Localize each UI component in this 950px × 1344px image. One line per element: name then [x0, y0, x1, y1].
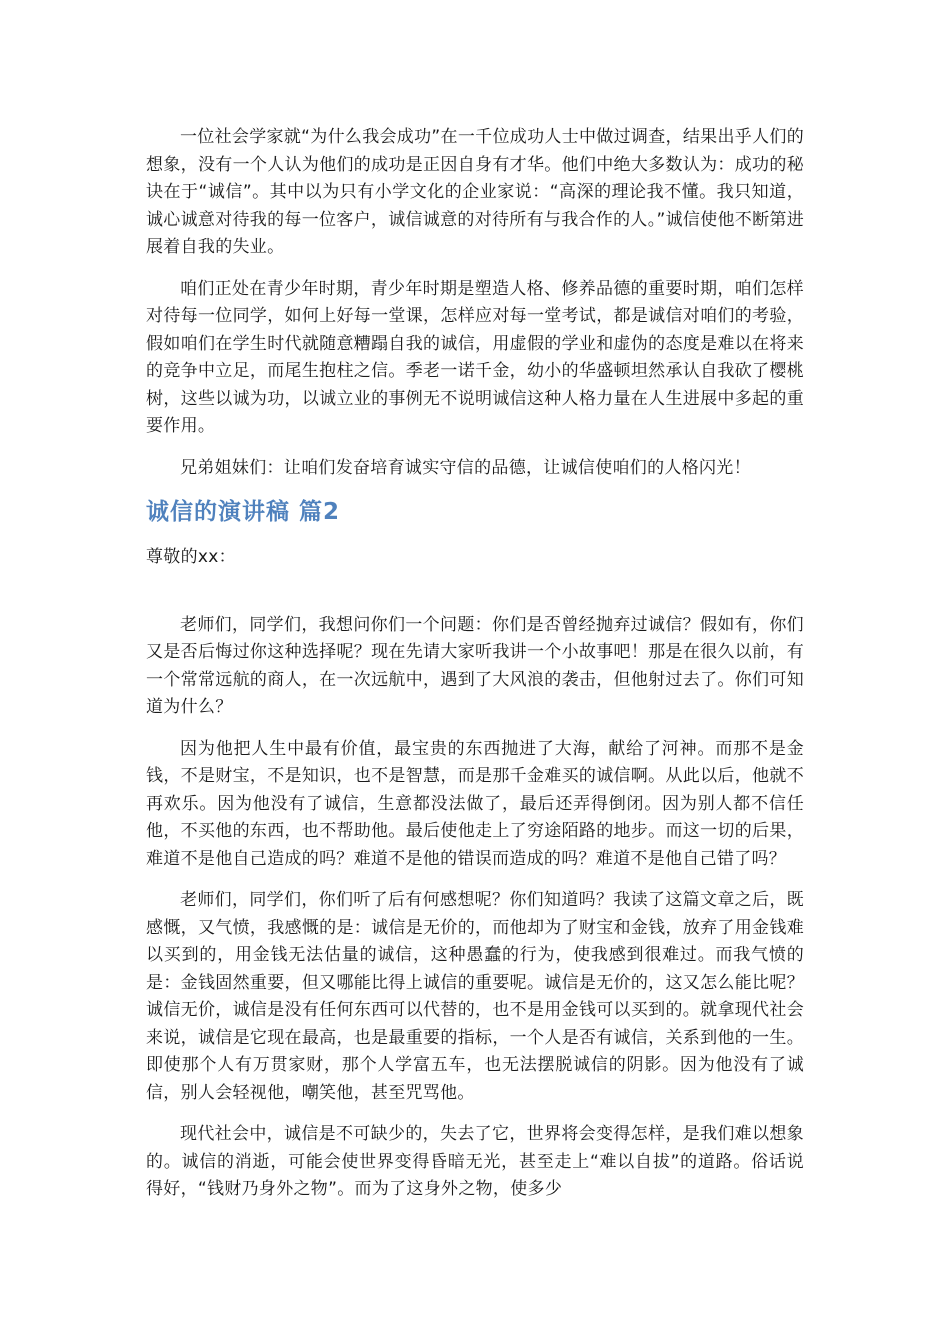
intro-paragraph-2: 咱们正处在青少年时期，青少年时期是塑造人格、修养品德的重要时期，咱们怎样对待每一位同学，如何上好每一堂课，怎样应对每一堂考试，都是诚信对咱们的考验，假如咱们在学生时代就随意糟蹋自我的诚信，用虚假的学业和虚伪的态度是难以在将来的竞争中立足，而尾生抱柱之信。季老一诺千金，幼小的华盛顿坦然承认自我砍了樱桃树，这些以诚为功，以诚立业的事例无不说明诚信这种人格力量在人生进展中多起的重要作用。 [146, 278, 804, 436]
salutation: 尊敬的xx： [146, 547, 236, 567]
body-paragraph-2: 因为他把人生中最有价值，最宝贵的东西抛进了大海，献给了河神。而那不是金钱，不是财宝，不是知识，也不是智慧，而是那千金难买的诚信啊。从此以后，他就不再欢乐。因为他没有了诚信，生意都没法做了，最后还弄得倒闭。因为别人都不信任他，不买他的东西，也不帮助他。最后使他走上了穷途陌路的地步。而这一切的后果，难道不是他自己造成的吗？难道不是他的错误而造成的吗？难道不是他自己错了吗？ [146, 738, 804, 869]
body-paragraph-4: 现代社会中，诚信是不可缺少的，失去了它，世界将会变得怎样，是我们难以想象的。诚信的消逝，可能会使世界变得昏暗无光，甚至走上“难以自拔”的道路。俗话说得好，“钱财乃身外之物”。而为了这身外之物，使多少 [146, 1124, 804, 1199]
body-paragraph-3: 老师们，同学们，你们听了后有何感想呢？你们知道吗？我读了这篇文章之后，既感慨，又气愤，我感慨的是：诚信是无价的，而他却为了财宝和金钱，放弃了用金钱难以买到的，用金钱无法估量的诚信，这种愚蠢的行为，使我感到很难过。而我气愤的是：金钱固然重要，但又哪能比得上诚信的重要呢。诚信是无价的，这又怎么能比呢？诚信无价，诚信是没有任何东西可以代替的，也不是用金钱可以买到的。就拿现代社会来说，诚信是它现在最高，也是最重要的指标，一个人是否有诚信，关系到他的一生。即使那个人有万贯家财，那个人学富五车，也无法摆脱诚信的阴影。因为他没有了诚信，别人会轻视他，嘲笑他，甚至咒骂他。 [146, 890, 804, 1103]
document-page [146, 124, 804, 1218]
body-paragraph-1: 老师们，同学们，我想问你们一个问题：你们是否曾经抛弃过诚信？假如有，你们又是否后悔过你这种选择呢？现在先请大家听我讲一个小故事吧！那是在很久以前，有一个常常远航的商人，在一次远航中，遇到了大风浪的袭击，但他射过去了。你们可知道为什么？ [146, 614, 804, 717]
section-heading: 诚信的演讲稿 篇2 [146, 499, 341, 525]
intro-paragraph-1: 一位社会学家就“为什么我会成功”在一千位成功人士中做过调查，结果出乎人们的想象，没有一个人认为他们的成功是正因自身有才华。他们中绝大多数认为：成功的秘诀在于“诚信”。其中以为只有小学文化的企业家说：“高深的理论我不懂。我只知道，诚心诚意对待我的每一位客户，诚信诚意的对待所有与我合作的人。”诚信使他不断第进展着自我的失业。 [146, 127, 805, 257]
intro-paragraph-3: 兄弟姐妹们：让咱们发奋培育诚实守信的品德，让诚信使咱们的人格闪光！ [180, 457, 751, 478]
